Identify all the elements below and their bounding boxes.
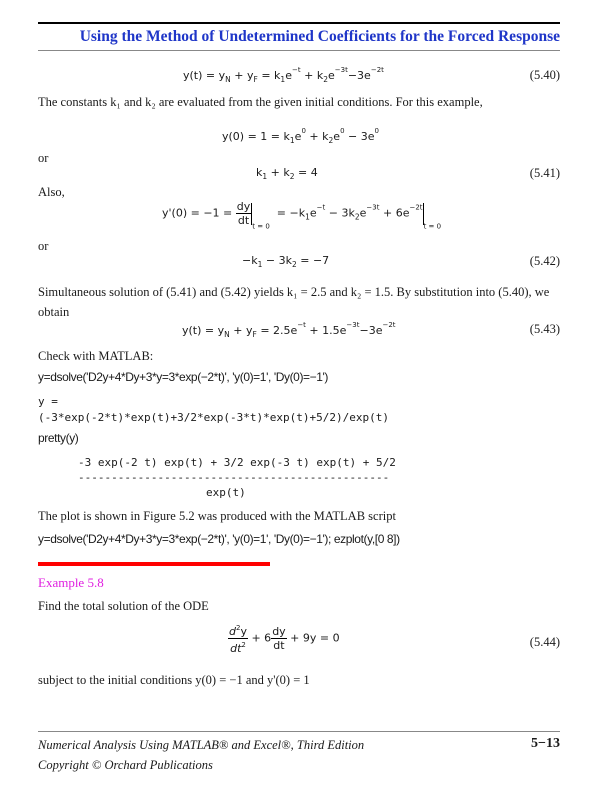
- section-header: Using the Method of Undetermined Coefficients for the Forced Response: [79, 28, 560, 45]
- paragraph-find-solution: Find the total solution of the ODE: [38, 599, 209, 613]
- pretty-denominator: exp(t): [206, 486, 246, 499]
- equation-number-5-41: (5.41): [529, 166, 560, 180]
- equation-number-5-44: (5.44): [529, 635, 560, 649]
- footer-rule: [38, 731, 560, 732]
- word-or-1: or: [38, 151, 49, 165]
- pretty-numerator: -3 exp(-2 t) exp(t) + 3/2 exp(-3 t) exp(t) + 5/2: [78, 456, 396, 469]
- equation-5-40: $y(t) = y_N + y_F = k_1e^{-t} + k_2e^{-3t}-3e^{-2t}$: [183, 66, 384, 84]
- equation-5-44: $\frac{d^2y}{dt^2}$ + 6 $\frac{dy}{dt}$ + 9y = 0: [229, 624, 340, 655]
- footer-copyright: Copyright © Orchard Publications: [38, 758, 213, 772]
- matlab-output-expression: (-3*exp(-2*t)*exp(t)+3/2*exp(-3*t)*exp(t)+5/2)/exp(t): [38, 411, 389, 424]
- equation-number-5-40: (5.40): [529, 68, 560, 82]
- equation-5-41: $k_1 + k_2 = 4$: [256, 166, 318, 181]
- example-heading: Example 5.8: [38, 575, 104, 590]
- paragraph-plot: The plot is shown in Figure 5.2 was produced with the MATLAB script: [38, 509, 396, 523]
- matlab-command-pretty: pretty(y): [38, 431, 79, 445]
- paragraph-constants: The constants k₁ and k₂ are evaluated from the given initial conditions. For this example,: [38, 95, 483, 109]
- header-rule: [38, 50, 560, 51]
- pretty-divider: -----------------------------------------------: [78, 471, 390, 484]
- example-separator-bar: [38, 562, 270, 566]
- matlab-command-ezplot: y=dsolve('D2y+4*Dy+3*y=3*exp(−2*t)', 'y(0)=1', 'Dy(0)=−1'); ezplot(y,[0 8]): [38, 532, 400, 546]
- check-matlab-label: Check with MATLAB:: [38, 349, 154, 363]
- top-rule: [38, 22, 560, 24]
- equation-number-5-42: (5.42): [529, 254, 560, 268]
- matlab-command-dsolve: y=dsolve('D2y+4*Dy+3*y=3*exp(−2*t)', 'y(0)=1', 'Dy(0)=−1'): [38, 370, 329, 384]
- equation-y0: $y(0) = 1 = k_1e^0 + k_2e^0 - 3e^0$: [222, 127, 379, 145]
- equation-number-5-43: (5.43): [529, 322, 560, 336]
- page-number: 5−13: [531, 736, 560, 751]
- equation-yprime0: y'(0) = −1 = $\frac{dy}{dt}$ $_{t = 0} = -k_1e^{-t} - 3k_2e^{-3t} + 6e^{-2t}_{t = 0}$: [162, 200, 442, 231]
- equation-5-42: $-k_1 - 3k_2 = -7$: [242, 254, 330, 269]
- footer-book-title: Numerical Analysis Using MATLAB® and Excel®, Third Edition: [38, 738, 365, 752]
- paragraph-simultaneous: Simultaneous solution of (5.41) and (5.42) yields k₁ = 2.5 and k₂ = 1.5. By substitution into (5.40), we obtain: [38, 285, 550, 319]
- matlab-output-y: y =: [38, 395, 58, 408]
- equation-5-43: $y(t) = y_N + y_F = 2.5e^{-t} + 1.5e^{-3t}-3e^{-2t}$: [182, 321, 396, 339]
- word-or-2: or: [38, 239, 49, 253]
- paragraph-initial-conditions: subject to the initial conditions y(0) = −1 and y'(0) = 1: [38, 673, 310, 687]
- word-also: Also,: [38, 185, 65, 199]
